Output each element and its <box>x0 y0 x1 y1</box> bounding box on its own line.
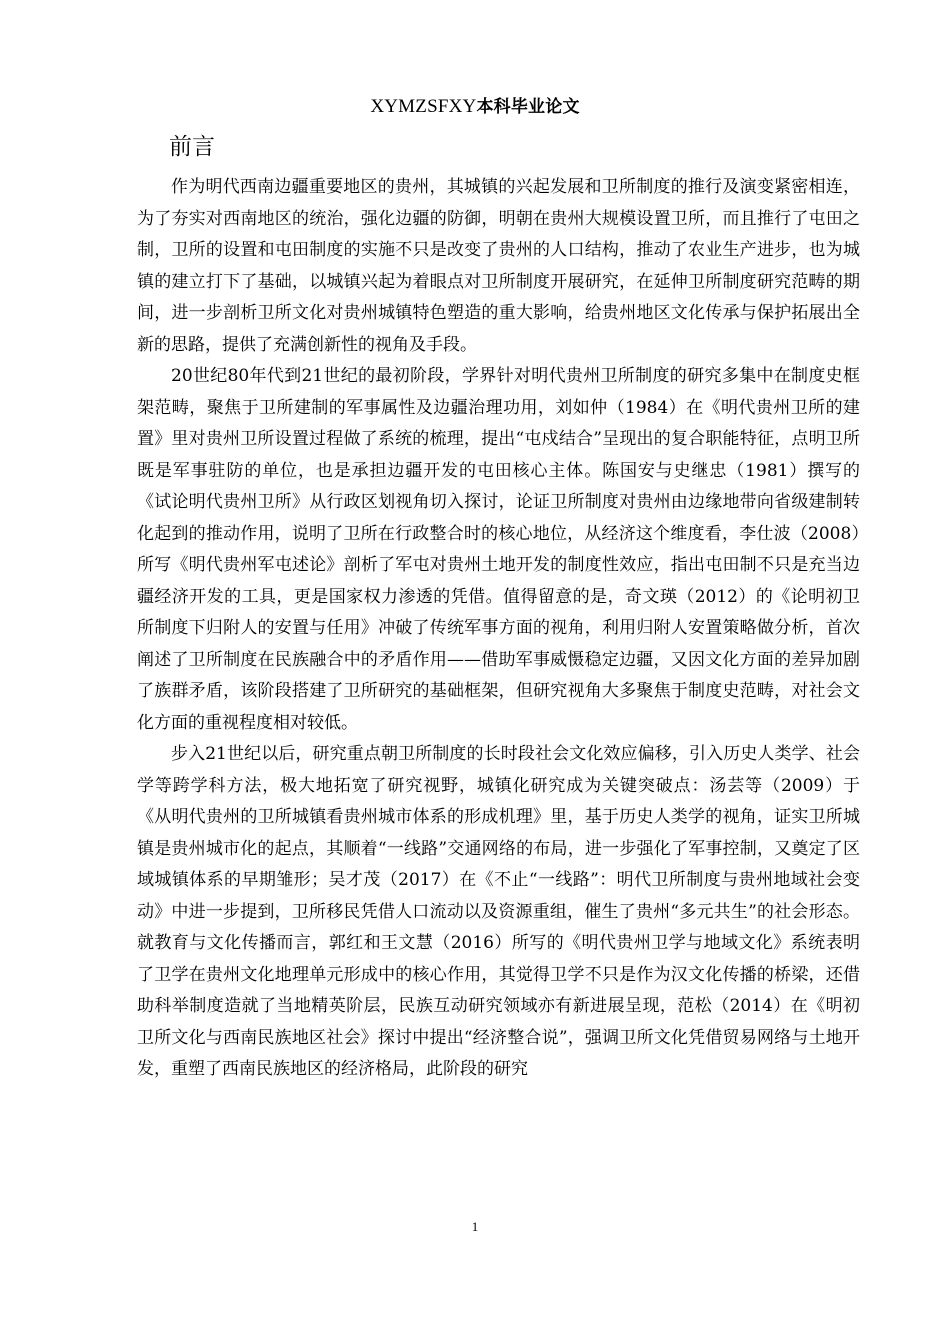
header-series: XYMZSFXY <box>370 96 477 117</box>
section-heading: 前言 <box>169 134 215 160</box>
running-header <box>0 92 950 118</box>
paragraph-3: 步入21世纪以后，研究重点朝卫所制度的长时段社会文化效应偏移，引入历史人类学、社会学等跨学科方法，极大地拓宽了研究视野，城镇化研究成为关键突破点：汤芸等（2009）于《从明代贵州的卫所城镇看贵州城市体系的形成机理》里，基于历史人类学的视角，证实卫所城镇是贵州城市化的起点，其顺着“一线路”交通网络的布局，进一步强化了军事控制，又奠定了区域城镇体系的早期雏形；吴才茂（2017）在《不止“一线路”：明代卫所制度与贵州地域社会变动》中进一步提到，卫所移民凭借人口流动以及资源重组，催生了贵州“多元共生”的社会形态。就教育与文化传播而言，郭红和王文慧（2016）所写的《明代贵州卫学与地域文化》系统表明了卫学在贵州文化地理单元形成中的核心作用，其觉得卫学不只是作为汉文化传播的桥梁，还借助科举制度造就了当地精英阶层，民族互动研究领域亦有新进展呈现，范松（2014）在《明初卫所文化与西南民族地区社会》探讨中提出“经济整合说”，强调卫所文化凭借贸易网络与土地开发，重塑了西南民族地区的经济格局，此阶段的研究 <box>137 744 860 1079</box>
header-title-suffix: 本科毕业论文 <box>476 97 580 117</box>
body-text <box>137 172 860 1086</box>
page-number: 1 <box>471 1219 479 1234</box>
paragraph-2: 20世纪80年代到21世纪的最初阶段，学界针对明代贵州卫所制度的研究多集中在制度史框架范畴，聚焦于卫所建制的军事属性及边疆治理功用，刘如仲（1984）在《明代贵州卫所的建置》里对贵州卫所设置过程做了系统的梳理，提出“屯戍结合”呈现出的复合职能特征，点明卫所既是军事驻防的单位，也是承担边疆开发的屯田核心主体。陈国安与史继忠（1981）撰写的《试论明代贵州卫所》从行政区划视角切入探讨，论证卫所制度对贵州由边缘地带向省级建制转化起到的推动作用，说明了卫所在行政整合时的核心地位，从经济这个维度看，李仕波（2008）所写《明代贵州军屯述论》剖析了军屯对贵州土地开发的制度性效应，指出屯田制不只是充当边疆经济开发的工具，更是国家权力渗透的凭借。值得留意的是，奇文瑛（2012）的《论明初卫所制度下归附人的安置与任用》冲破了传统军事方面的视角，利用归附人安置策略做分析，首次阐述了卫所制度在民族融合中的矛盾作用——借助军事威慑稳定边疆，又因文化方面的差异加剧了族群矛盾，该阶段搭建了卫所研究的基础框架，但研究视角大多聚焦于制度史范畴，对社会文化方面的重视程度相对较低。 <box>137 366 860 733</box>
paragraph-1: 作为明代西南边疆重要地区的贵州，其城镇的兴起发展和卫所制度的推行及演变紧密相连，为了夯实对西南地区的统治，强化边疆的防御，明朝在贵州大规模设置卫所，而且推行了屯田之制，卫所的设置和屯田制度的实施不只是改变了贵州的人口结构，推动了农业生产进步，也为城镇的建立打下了基础，以城镇兴起为着眼点对卫所制度开展研究，在延伸卫所制度研究范畴的期间，进一步剖析卫所文化对贵州城镇特色塑造的重大影响，给贵州地区文化传承与保护拓展出全新的思路，提供了充满创新性的视角及手段。 <box>137 177 860 355</box>
